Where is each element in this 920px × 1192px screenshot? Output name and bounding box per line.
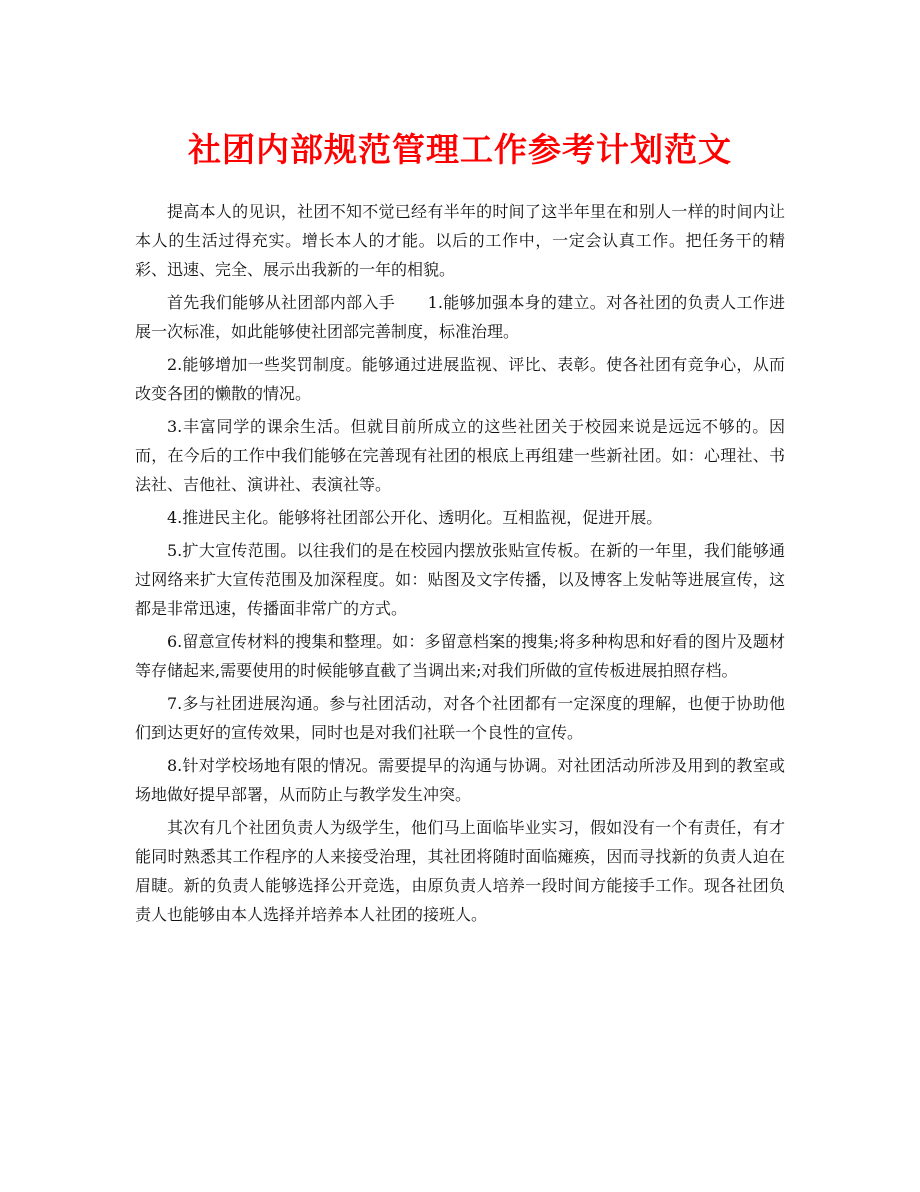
paragraph-item-7: 7.多与社团进展沟通。参与社团活动，对各个社团都有一定深度的理解，也便于协助他们到达更好的宣传效果，同时也是对我们社联一个良性的宣传。 (135, 694, 785, 742)
paragraph-conclusion: 其次有几个社团负责人为级学生，他们马上面临毕业实习，假如没有一个有责任，有才能同时熟悉其工作程序的人来接受治理，其社团将随时面临瘫痪，因而寻找新的负责人迫在眉睫。新的负责人能够选择公开竞选，由原负责人培养一段时间方能接手工作。现各社团负责人也能够由本人选择并培养本人社团的接班人。 (135, 818, 785, 924)
document-page (135, 125, 785, 933)
document-title: 社团内部规范管理工作参考计划范文 (188, 130, 732, 169)
paragraph-item-3: 3.丰富同学的课余生活。但就目前所成立的这些社团关于校园来说是远远不够的。因而，在今后的工作中我们能够在完善现有社团的根底上再组建一些新社团。如：心理社、书法社、吉他社、演讲社、表演社等。 (135, 417, 785, 494)
paragraph-item-4: 4.推进民主化。能够将社团部公开化、透明化。互相监视，促进开展。 (167, 508, 663, 527)
paragraph-item-6: 6.留意宣传材料的搜集和整理。如：多留意档案的搜集;将多种构思和好看的图片及题材等存储起来,需要使用的时候能够直截了当调出来;对我们所做的宣传板进展拍照存档。 (135, 632, 785, 680)
paragraph-item-5: 5.扩大宣传范围。以往我们的是在校园内摆放张贴宣传板。在新的一年里，我们能够通过网络来扩大宣传范围及加深程度。如：贴图及文字传播，以及博客上发帖等进展宣传，这都是非常迅速，传播面非常广的方式。 (135, 541, 785, 618)
paragraph-intro: 提高本人的见识，社团不知不觉已经有半年的时间了这半年里在和别人一样的时间内让本人的生活过得充实。增长本人的才能。以后的工作中，一定会认真工作。把任务干的精彩、迅速、完全、展示出我新的一年的相貌。 (135, 202, 785, 279)
paragraph-item-8: 8.针对学校场地有限的情况。需要提早的沟通与协调。对社团活动所涉及用到的教室或场地做好提早部署，从而防止与教学发生冲突。 (135, 756, 785, 804)
paragraph-item-2: 2.能够增加一些奖罚制度。能够通过进展监视、评比、表彰。使各社团有竞争心，从而改变各团的懒散的情况。 (135, 355, 785, 403)
paragraph-item-1: 首先我们能够从社团部内部入手 1.能够加强本身的建立。对各社团的负责人工作进展一次标准，如此能够使社团部完善制度，标准治理。 (135, 293, 785, 341)
